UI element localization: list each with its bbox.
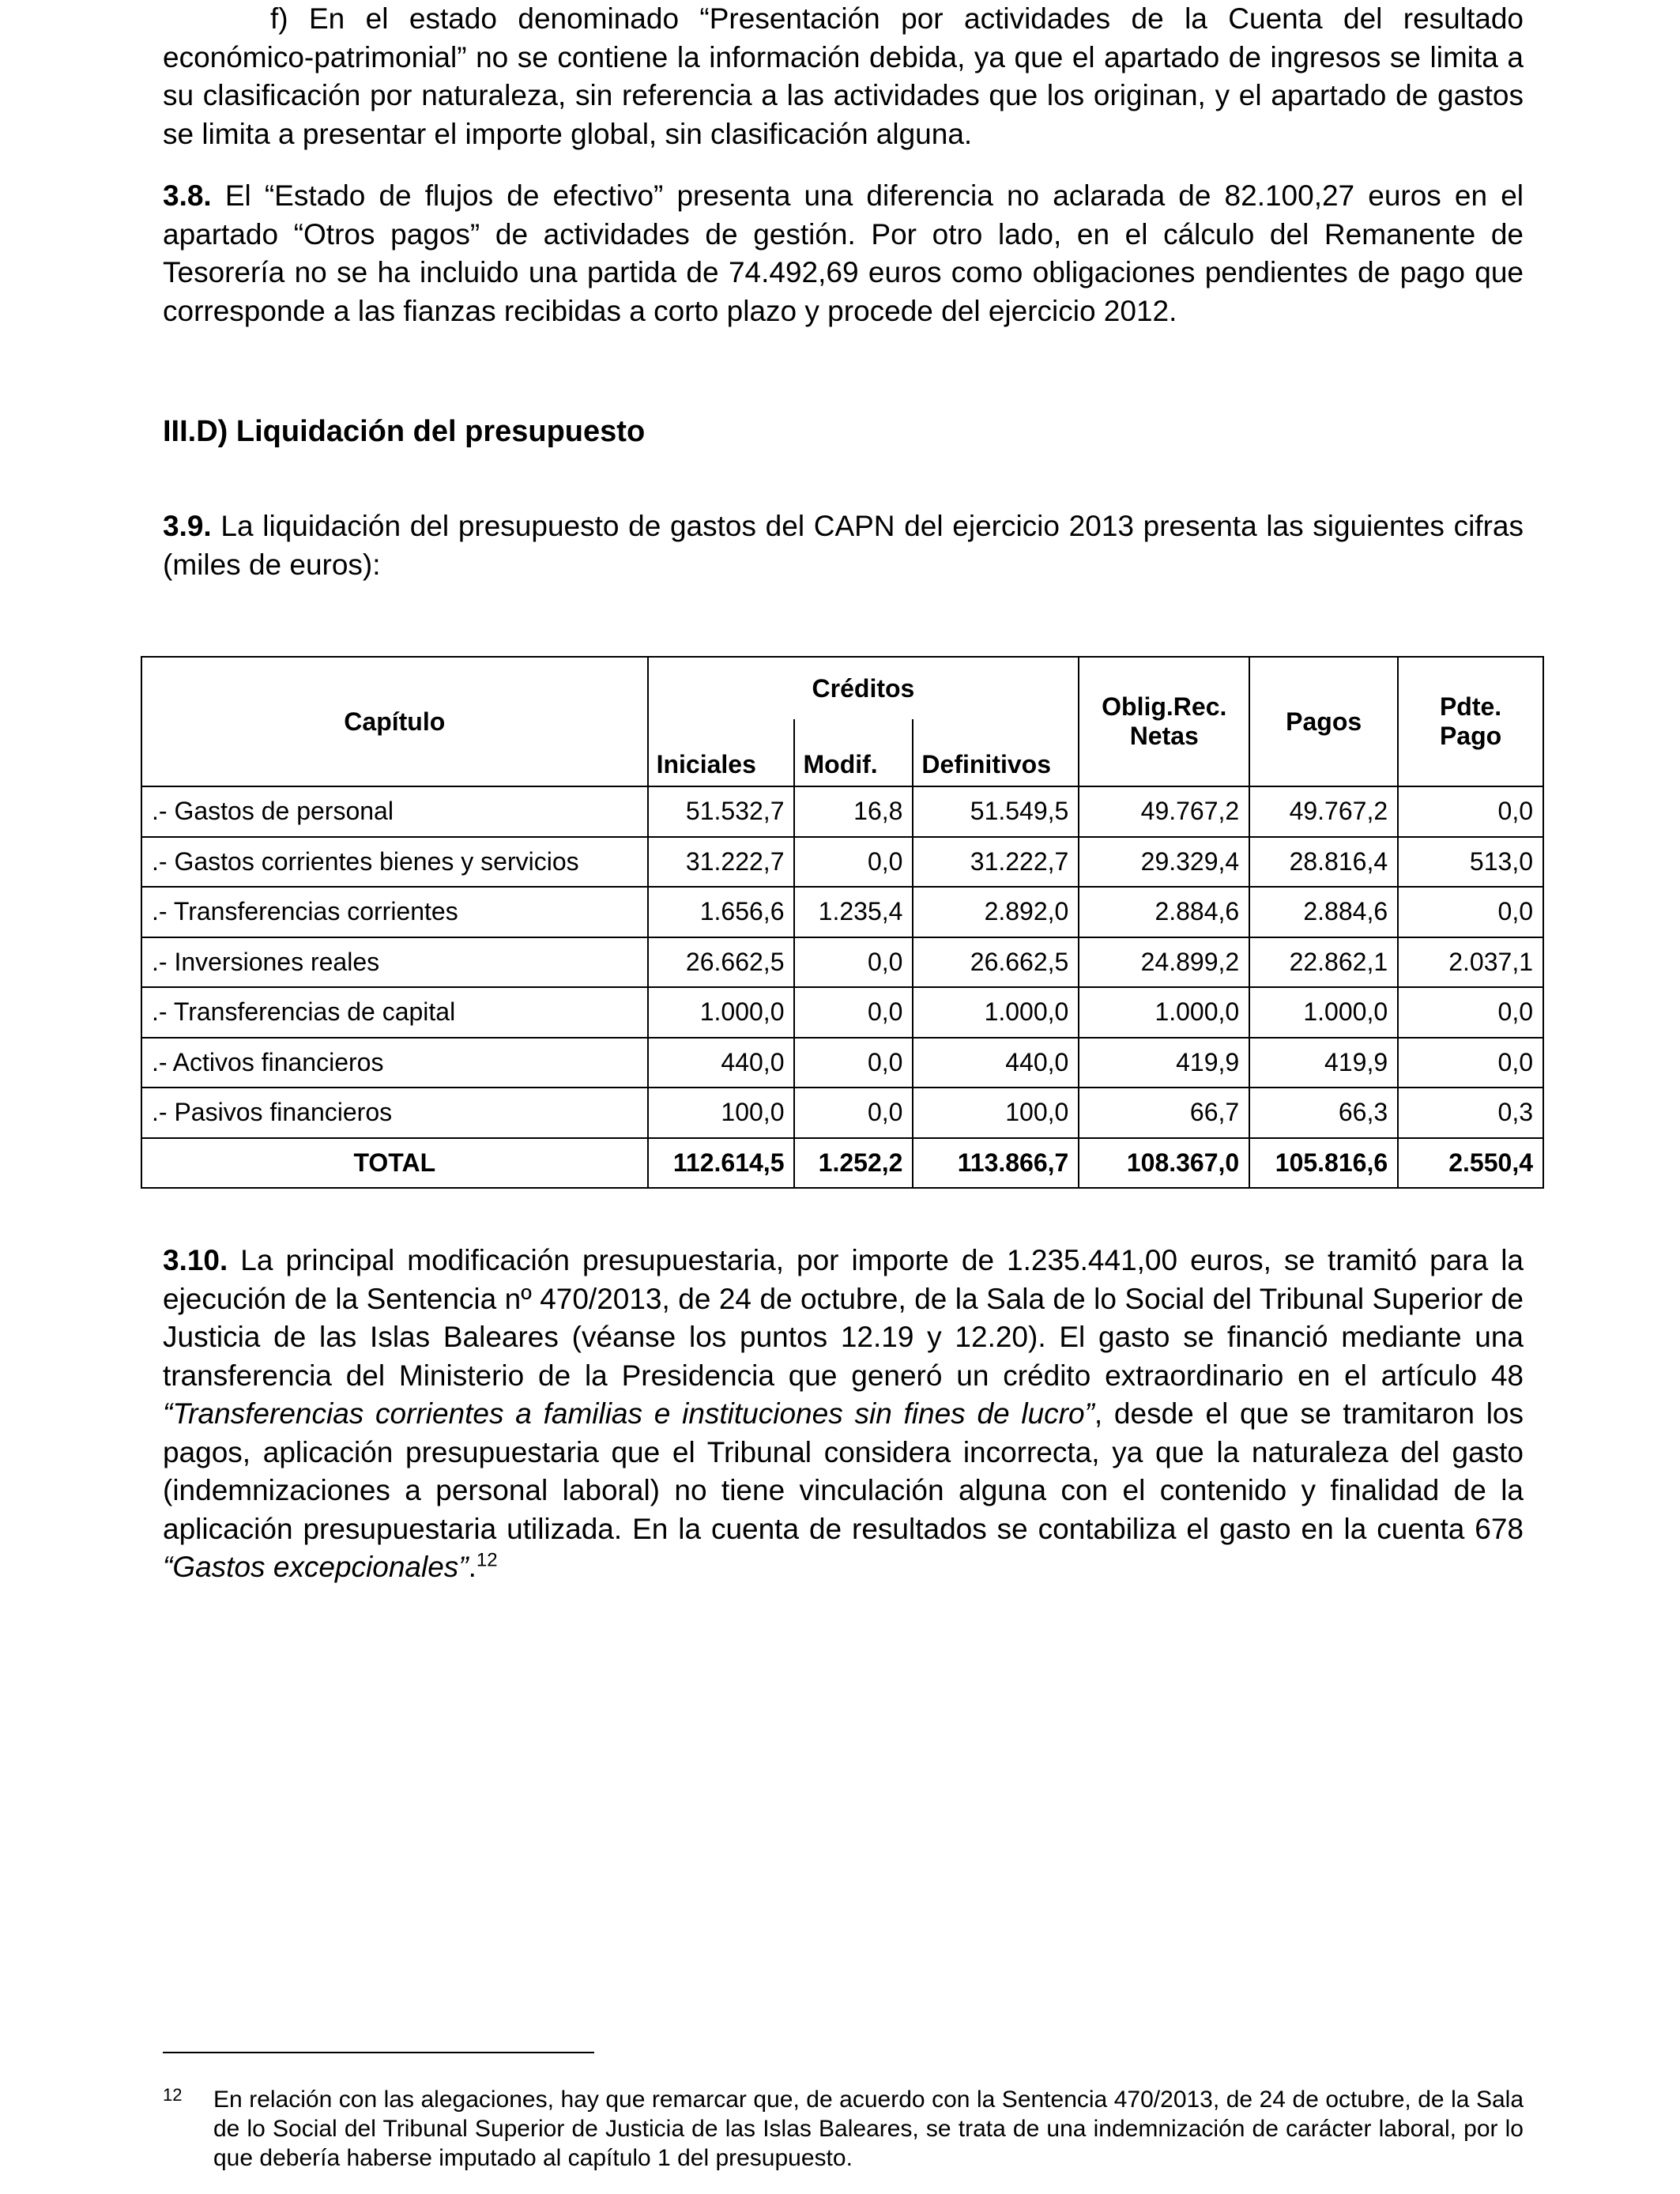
cell-pdte: 0,3 <box>1398 1088 1543 1138</box>
total-label: TOTAL <box>141 1138 648 1189</box>
cell-iniciales: 100,0 <box>648 1088 795 1138</box>
cell-definitivos: 1.000,0 <box>913 987 1079 1038</box>
cell-iniciales: 51.532,7 <box>648 786 795 837</box>
section-heading: III.D) Liquidación del presupuesto <box>163 415 646 448</box>
cell-modif: 0,0 <box>794 987 913 1038</box>
paragraph-3-10 <box>163 1242 1524 1587</box>
total-pagos: 105.816,6 <box>1249 1138 1398 1189</box>
cell-pagos: 2.884,6 <box>1249 887 1398 937</box>
paragraph-number: 3.9. <box>163 510 212 542</box>
cell-definitivos: 2.892,0 <box>913 887 1079 937</box>
cell-definitivos: 51.549,5 <box>913 786 1079 837</box>
cell-pagos: 1.000,0 <box>1249 987 1398 1038</box>
cell-oblig: 49.767,2 <box>1079 786 1249 837</box>
header-iniciales: Iniciales <box>648 719 795 786</box>
paragraph-3-10-text-c: . <box>468 1551 477 1583</box>
header-pdte: Pdte. Pago <box>1398 657 1543 786</box>
footnote-reference[interactable]: 12 <box>476 1549 498 1571</box>
footnote-mark: 12 <box>163 2085 183 2105</box>
table-total-row <box>141 1138 1543 1189</box>
row-label: .- Pasivos financieros <box>141 1088 648 1138</box>
row-label: .- Transferencias de capital <box>141 987 648 1038</box>
total-definitivos: 113.866,7 <box>913 1138 1079 1189</box>
cell-iniciales: 26.662,5 <box>648 937 795 988</box>
cell-modif: 0,0 <box>794 837 913 888</box>
cell-iniciales: 1.000,0 <box>648 987 795 1038</box>
cell-pdte: 0,0 <box>1398 786 1543 837</box>
table-row <box>141 786 1543 837</box>
header-modif: Modif. <box>794 719 913 786</box>
cell-pdte: 0,0 <box>1398 1038 1543 1088</box>
cell-oblig: 29.329,4 <box>1079 837 1249 888</box>
table-row <box>141 837 1543 888</box>
paragraph-3-8-text: El “Estado de flujos de efectivo” presenta una diferencia no aclarada de 82.100,27 euros en el apartado “Otros pagos” de actividades de gestión. Por otro lado, en el cálculo del Remanente de Tesorería no se ha incluido una partida de 74.492,69 euros como obligaciones pendientes de pago que corresponde a las fianzas recibidas a corto plazo y procede del ejercicio 2012. <box>163 179 1524 327</box>
header-definitivos: Definitivos <box>913 719 1079 786</box>
cell-iniciales: 440,0 <box>648 1038 795 1088</box>
total-oblig: 108.367,0 <box>1079 1138 1249 1189</box>
total-iniciales: 112.614,5 <box>648 1138 795 1189</box>
cell-oblig: 24.899,2 <box>1079 937 1249 988</box>
table-row <box>141 937 1543 988</box>
cell-definitivos: 440,0 <box>913 1038 1079 1088</box>
header-creditos: Créditos <box>648 657 1079 719</box>
cell-modif: 1.235,4 <box>794 887 913 937</box>
cell-modif: 16,8 <box>794 786 913 837</box>
cell-oblig: 2.884,6 <box>1079 887 1249 937</box>
cell-definitivos: 26.662,5 <box>913 937 1079 988</box>
table-row <box>141 887 1543 937</box>
row-label: .- Gastos de personal <box>141 786 648 837</box>
cell-iniciales: 1.656,6 <box>648 887 795 937</box>
cell-pdte: 2.037,1 <box>1398 937 1543 988</box>
footnote-text: En relación con las alegaciones, hay que remarcar que, de acuerdo con la Sentencia 470/2013, de 24 de octubre, de la Sala de lo Social del Tribunal Superior de Justicia de las Islas Baleares, se trata de una indemnización de carácter laboral, por lo que debería haberse imputado al capítulo 1 del presupuesto. <box>213 2087 1524 2171</box>
total-modif: 1.252,2 <box>794 1138 913 1189</box>
table-row <box>141 1038 1543 1088</box>
cell-pagos: 22.862,1 <box>1249 937 1398 988</box>
cell-pagos: 49.767,2 <box>1249 786 1398 837</box>
paragraph-3-10-text-b: , desde el que se tramitaron los pagos, aplicación presupuestaria que el Tribunal considera incorrecta, ya que la naturaleza del gasto (indemnizaciones a personal laboral) no tiene vinculación alguna con el contenido y finalidad de la aplicación presupuestaria utilizada. En la cuenta de resultados se contabiliza el gasto en la cuenta 678 <box>163 1397 1524 1545</box>
cell-oblig: 66,7 <box>1079 1088 1249 1138</box>
row-label: .- Gastos corrientes bienes y servicios <box>141 837 648 888</box>
paragraph-3-10-text-a: La principal modificación presupuestaria, por importe de 1.235.441,00 euros, se tramitó para la ejecución de la Sentencia nº 470/2013, de 24 de octubre, de la Sala de lo Social del Tribunal Superior de Justicia de las Islas Baleares (véanse los puntos 12.19 y 12.20). El gasto se financió mediante una transferencia del Ministerio de la Presidencia que generó un crédito extraordinario en el artículo 48 <box>163 1244 1524 1392</box>
total-pdte: 2.550,4 <box>1398 1138 1543 1189</box>
paragraph-3-10-italic-b: “Gastos excepcionales” <box>163 1551 469 1583</box>
header-capitulo: Capítulo <box>141 657 648 786</box>
cell-pdte: 513,0 <box>1398 837 1543 888</box>
paragraph-number: 3.10. <box>163 1244 228 1276</box>
cell-modif: 0,0 <box>794 937 913 988</box>
cell-pdte: 0,0 <box>1398 987 1543 1038</box>
paragraph-f-text: f) En el estado denominado “Presentación por actividades de la Cuenta del resultado económico-patrimonial” no se contiene la información debida, ya que el apartado de ingresos se limita a su clasificación por naturaleza, sin referencia a las actividades que los originan, y el apartado de gastos se limita a presentar el importe global, sin clasificación alguna. <box>163 2 1524 150</box>
footnote-separator <box>163 2052 594 2053</box>
cell-oblig: 1.000,0 <box>1079 987 1249 1038</box>
paragraph-3-9-text: La liquidación del presupuesto de gastos del CAPN del ejercicio 2013 presenta las siguientes cifras (miles de euros): <box>163 510 1524 581</box>
header-oblig: Oblig.Rec. Netas <box>1079 657 1249 786</box>
paragraph-3-10-italic-a: “Transferencias corrientes a familias e instituciones sin fines de lucro” <box>163 1397 1094 1430</box>
cell-iniciales: 31.222,7 <box>648 837 795 888</box>
cell-oblig: 419,9 <box>1079 1038 1249 1088</box>
row-label: .- Inversiones reales <box>141 937 648 988</box>
header-pagos: Pagos <box>1249 657 1398 786</box>
paragraph-3-9 <box>163 507 1524 584</box>
cell-pagos: 419,9 <box>1249 1038 1398 1088</box>
cell-pdte: 0,0 <box>1398 887 1543 937</box>
cell-pagos: 66,3 <box>1249 1088 1398 1138</box>
cell-pagos: 28.816,4 <box>1249 837 1398 888</box>
paragraph-f <box>163 0 1524 153</box>
paragraph-number: 3.8. <box>163 179 212 212</box>
cell-modif: 0,0 <box>794 1038 913 1088</box>
row-label: .- Transferencias corrientes <box>141 887 648 937</box>
table-row <box>141 1088 1543 1138</box>
cell-definitivos: 100,0 <box>913 1088 1079 1138</box>
cell-definitivos: 31.222,7 <box>913 837 1079 888</box>
row-label: .- Activos financieros <box>141 1038 648 1088</box>
cell-modif: 0,0 <box>794 1088 913 1138</box>
budget-table <box>141 656 1544 1189</box>
paragraph-3-8 <box>163 177 1524 330</box>
table-row <box>141 987 1543 1038</box>
